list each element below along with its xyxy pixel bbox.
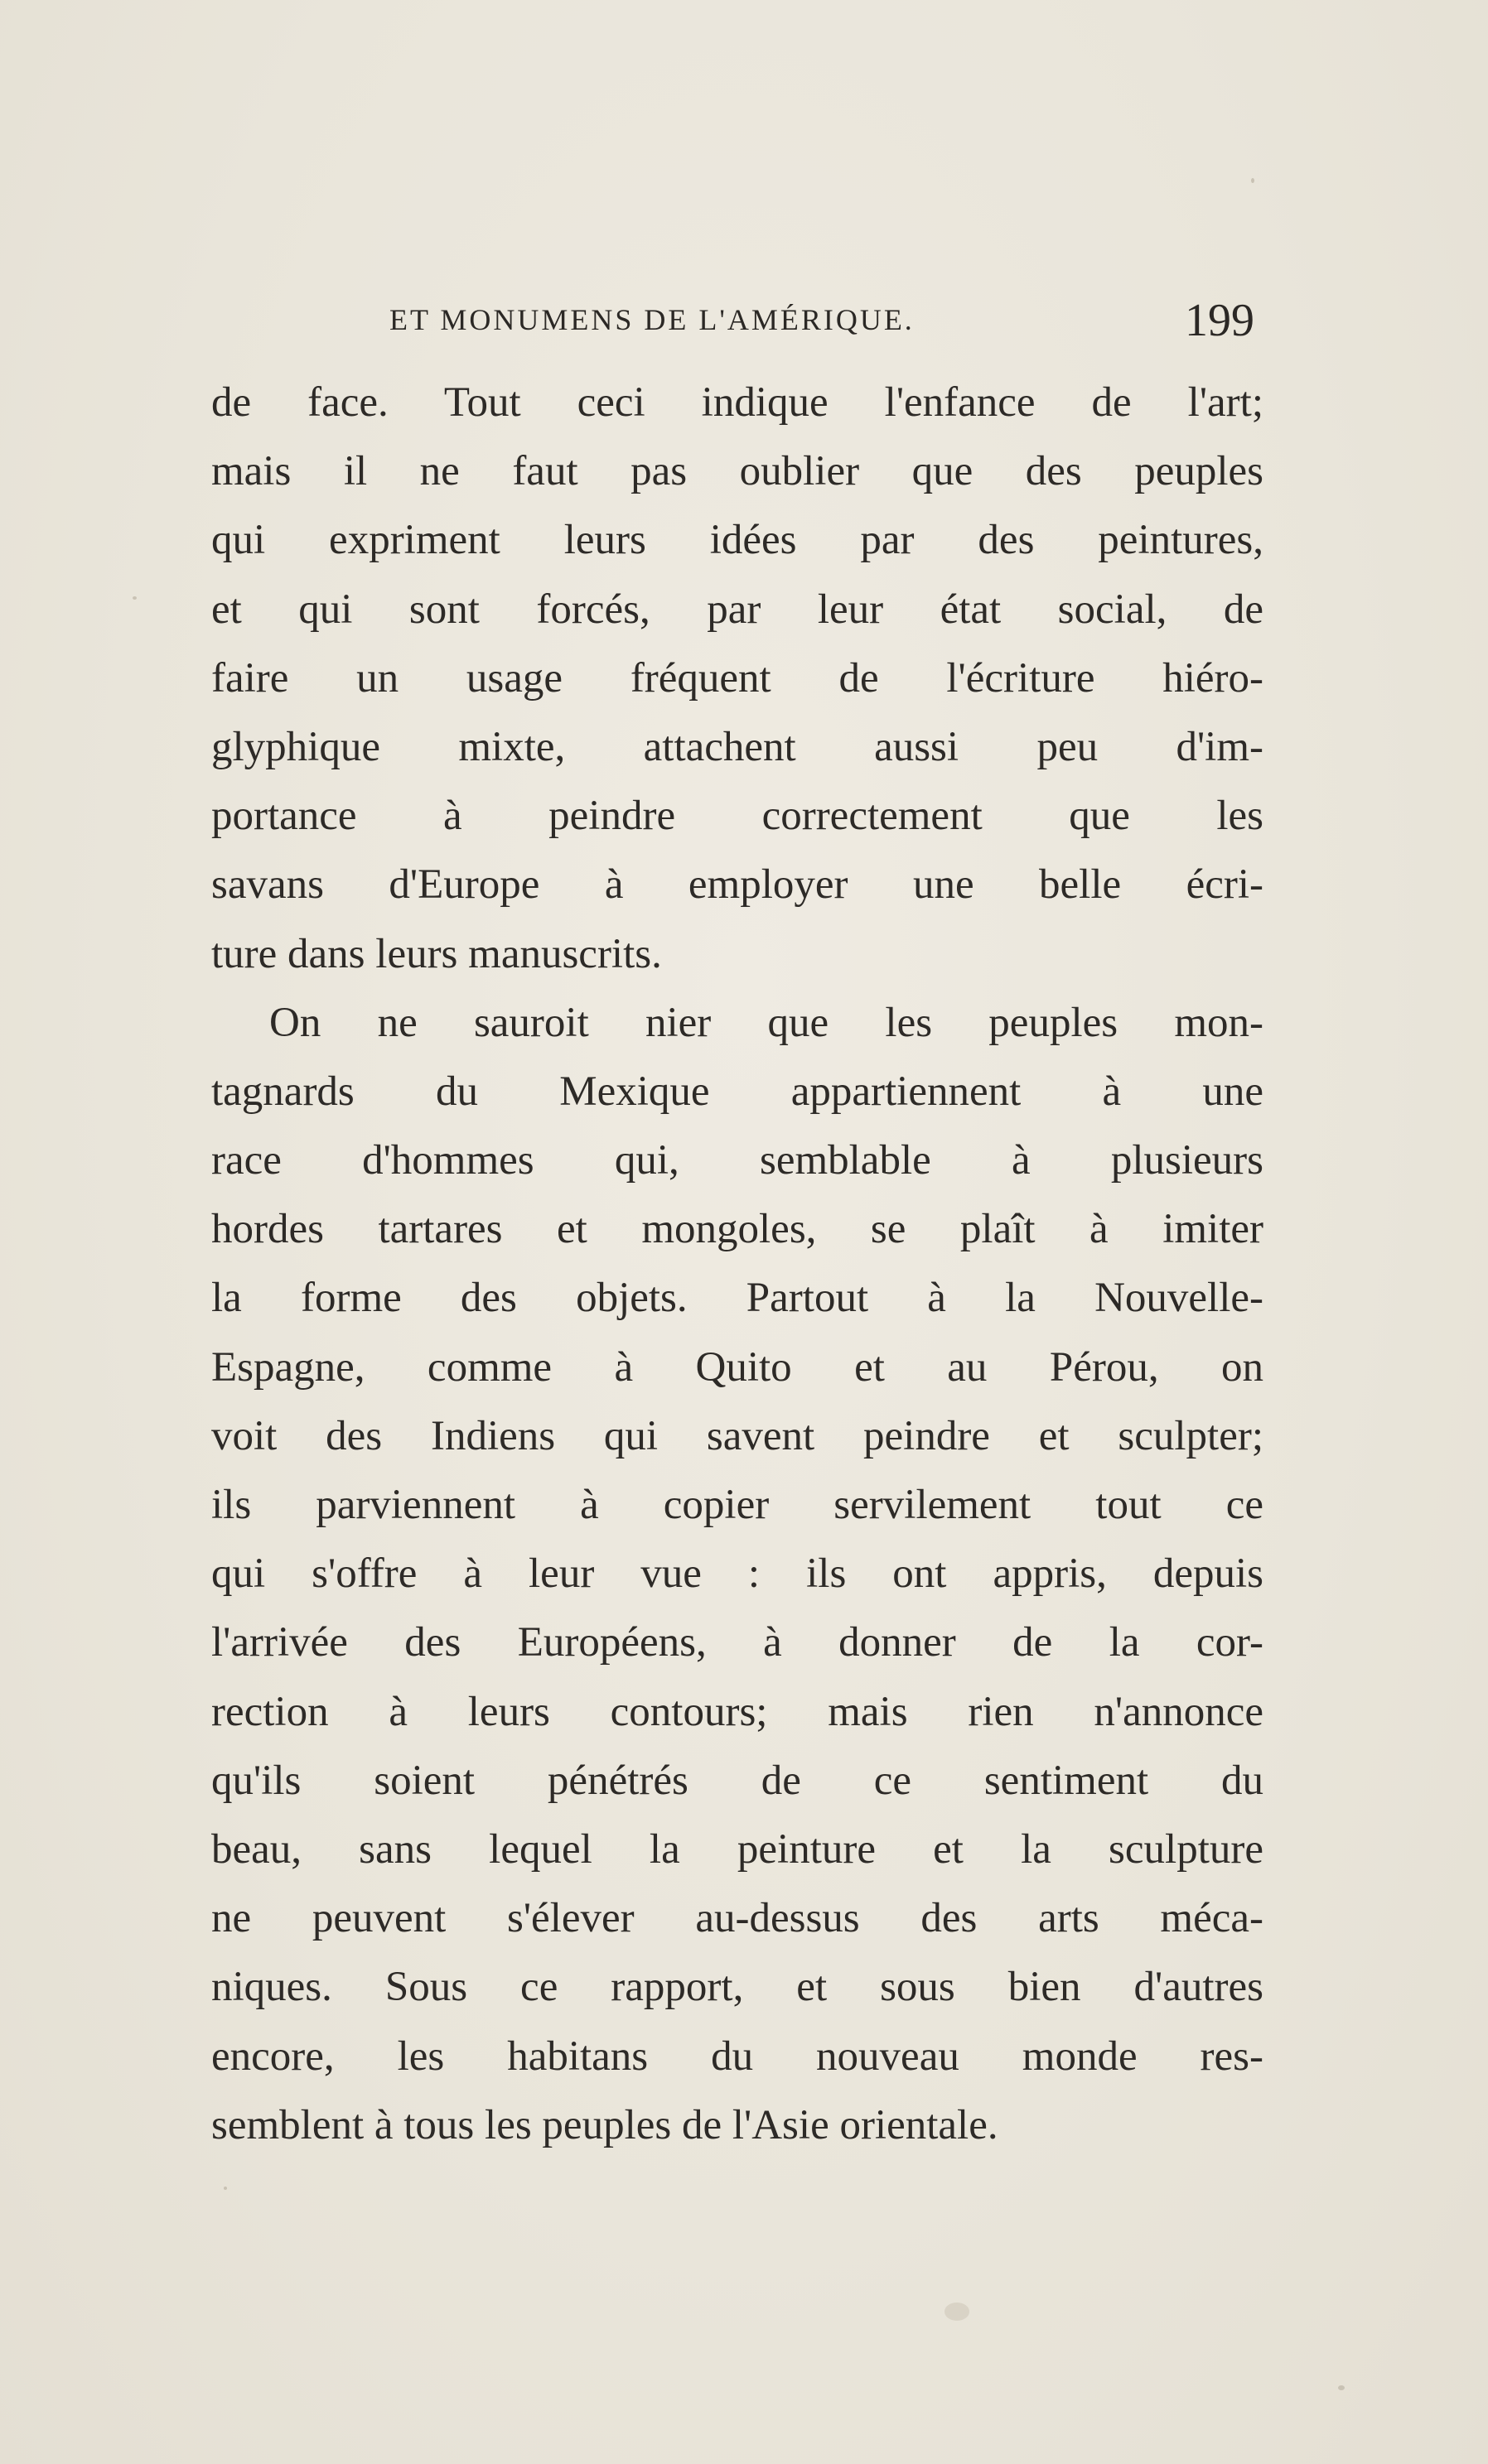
text-line: beau, sans lequel la peinture et la sculpture: [211, 1825, 1263, 1873]
text-line: niques. Sous ce rapport, et sous bien d'autres: [211, 1964, 1263, 2011]
text-line: mais il ne faut pas oublier que des peuples: [211, 448, 1263, 495]
text-line: semblent à tous les peuples de l'Asie orientale.: [211, 2101, 998, 2148]
text-line: race d'hommes qui, semblable à plusieurs: [211, 1137, 1263, 1184]
paper-speck: [1251, 178, 1254, 183]
paper-speck: [944, 2302, 969, 2321]
text-line: qui expriment leurs idées par des peintures,: [211, 517, 1263, 564]
text-line: glyphique mixte, attachent aussi peu d'im-: [211, 723, 1263, 770]
text-line: faire un usage fréquent de l'écriture hiéro-: [211, 654, 1263, 702]
running-head: [389, 294, 1301, 344]
text-line: voit des Indiens qui savent peindre et sculpter;: [211, 1412, 1263, 1459]
text-line: qu'ils soient pénétrés de ce sentiment du: [211, 1757, 1263, 1804]
body-text: [211, 369, 1263, 2160]
page-number: 199: [1185, 295, 1254, 346]
paper-speck: [133, 596, 137, 600]
text-line: qui s'offre à leur vue : ils ont appris, depuis: [211, 1550, 1263, 1598]
text-line: encore, les habitans du nouveau monde res-: [211, 2032, 1263, 2080]
text-line: ne peuvent s'élever au-dessus des arts méca-: [211, 1895, 1263, 1942]
paragraph-2: [211, 989, 1263, 2160]
paper-speck: [1338, 2385, 1345, 2390]
text-line: tagnards du Mexique appartiennent à une: [211, 1068, 1263, 1115]
text-line: On ne sauroit nier que les peuples mon-: [269, 999, 1263, 1046]
text-line: ils parviennent à copier servilement tout ce: [211, 1482, 1263, 1528]
text-line: hordes tartares et mongoles, se plaît à imiter: [211, 1206, 1263, 1253]
running-title: ET MONUMENS DE L'AMÉRIQUE.: [389, 303, 915, 336]
text-line: rection à leurs contours; mais rien n'annonce: [211, 1688, 1263, 1735]
text-line: et qui sont forcés, par leur état social, de: [211, 586, 1263, 633]
text-line: de face. Tout ceci indique l'enfance de l'art;: [211, 379, 1263, 426]
text-line: la forme des objets. Partout à la Nouvelle-: [211, 1275, 1263, 1322]
paragraph-1: [211, 369, 1263, 989]
paper-speck: [224, 2187, 227, 2190]
text-line: savans d'Europe à employer une belle écri-: [211, 861, 1263, 909]
text-line: ture dans leurs manuscrits.: [211, 930, 662, 977]
text-line: portance à peindre correctement que les: [211, 793, 1263, 840]
text-line: l'arrivée des Européens, à donner de la cor-: [211, 1619, 1263, 1666]
text-line: Espagne, comme à Quito et au Pérou, on: [211, 1343, 1263, 1391]
